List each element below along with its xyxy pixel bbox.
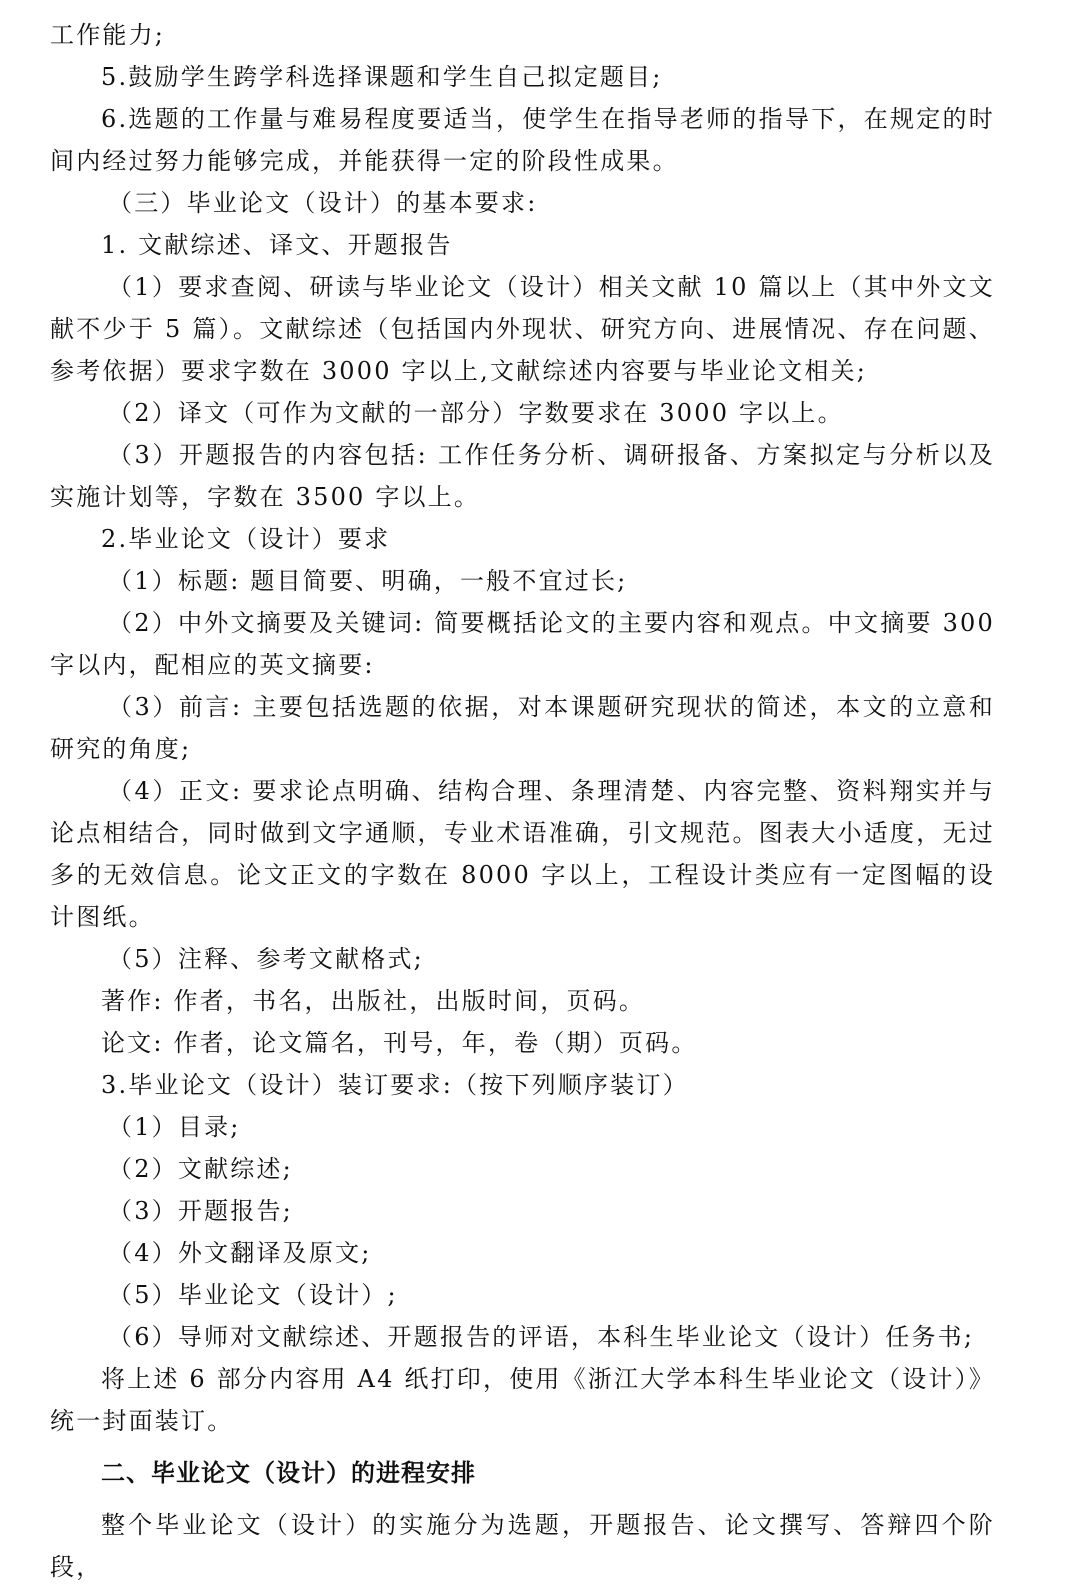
- section-heading: 二、毕业论文（设计）的进程安排: [101, 1459, 476, 1487]
- paragraph-18: （1）目录;: [108, 1113, 241, 1141]
- closing-paragraph: 整个毕业论文（设计）的实施分为选题，开题报告、论文撰写、答辩四个阶段，: [50, 1511, 995, 1581]
- paragraph-15: 著作: 作者，书名，出版社，出版时间，页码。: [101, 987, 646, 1015]
- paragraph-24: 将上述 6 部分内容用 A4 纸打印，使用《浙江大学本科生毕业论文（设计）》统一封面装订。: [50, 1365, 995, 1435]
- paragraph-3: 6.选题的工作量与难易程度要适当，使学生在指导老师的指导下，在规定的时间内经过努力能够完成，并能获得一定的阶段性成果。: [50, 105, 995, 175]
- paragraph-7: （2）译文（可作为文献的一部分）字数要求在 3000 字以上。: [108, 399, 844, 427]
- paragraph-5: 1. 文献综述、译文、开题报告: [101, 231, 453, 259]
- paragraph-13: （4）正文: 要求论点明确、结构合理、条理清楚、内容完整、资料翔实并与论点相结合，同时做到文字通顺，专业术语准确，引文规范。图表大小适度，无过多的无效信息。论文正文的字数在 8000 字以上，工程设计类应有一定图幅的设计图纸。: [50, 777, 995, 931]
- paragraph-22: （5）毕业论文（设计）;: [108, 1281, 398, 1309]
- body-text: [50, 14, 995, 1442]
- paragraph-6: （1）要求查阅、研读与毕业论文（设计）相关文献 10 篇以上（其中外文文献不少于 5 篇）。文献综述（包括国内外现状、研究方向、进展情况、存在问题、参考依据）要求字数在 3000 字以上,文献综述内容要与毕业论文相关;: [50, 273, 995, 385]
- paragraph-14: （5）注释、参考文献格式;: [108, 945, 424, 973]
- paragraph-4: （三）毕业论文（设计）的基本要求:: [108, 189, 538, 217]
- paragraph-19: （2）文献综述;: [108, 1155, 293, 1183]
- paragraph-11: （2）中外文摘要及关键词: 简要概括论文的主要内容和观点。中文摘要 300 字以内，配相应的英文摘要:: [50, 609, 995, 679]
- paragraph-20: （3）开题报告;: [108, 1197, 293, 1225]
- paragraph-16: 论文: 作者，论文篇名，刊号，年，卷（期）页码。: [101, 1029, 698, 1057]
- paragraph-1: 工作能力;: [50, 21, 166, 49]
- paragraph-9: 2.毕业论文（设计）要求: [101, 525, 391, 553]
- paragraph-23: （6）导师对文献综述、开题报告的评语，本科生毕业论文（设计）任务书;: [108, 1323, 975, 1351]
- paragraph-17: 3.毕业论文（设计）装订要求:（按下列顺序装订）: [101, 1071, 689, 1099]
- paragraph-8: （3）开题报告的内容包括: 工作任务分析、调研报备、方案拟定与分析以及实施计划等，字数在 3500 字以上。: [50, 441, 995, 511]
- paragraph-2: 5.鼓励学生跨学科选择课题和学生自己拟定题目;: [101, 63, 663, 91]
- paragraph-10: （1）标题: 题目简要、明确，一般不宜过长;: [108, 567, 628, 595]
- paragraph-12: （3）前言: 主要包括选题的依据，对本课题研究现状的简述，本文的立意和研究的角度;: [50, 693, 995, 763]
- paragraph-21: （4）外文翻译及原文;: [108, 1239, 372, 1267]
